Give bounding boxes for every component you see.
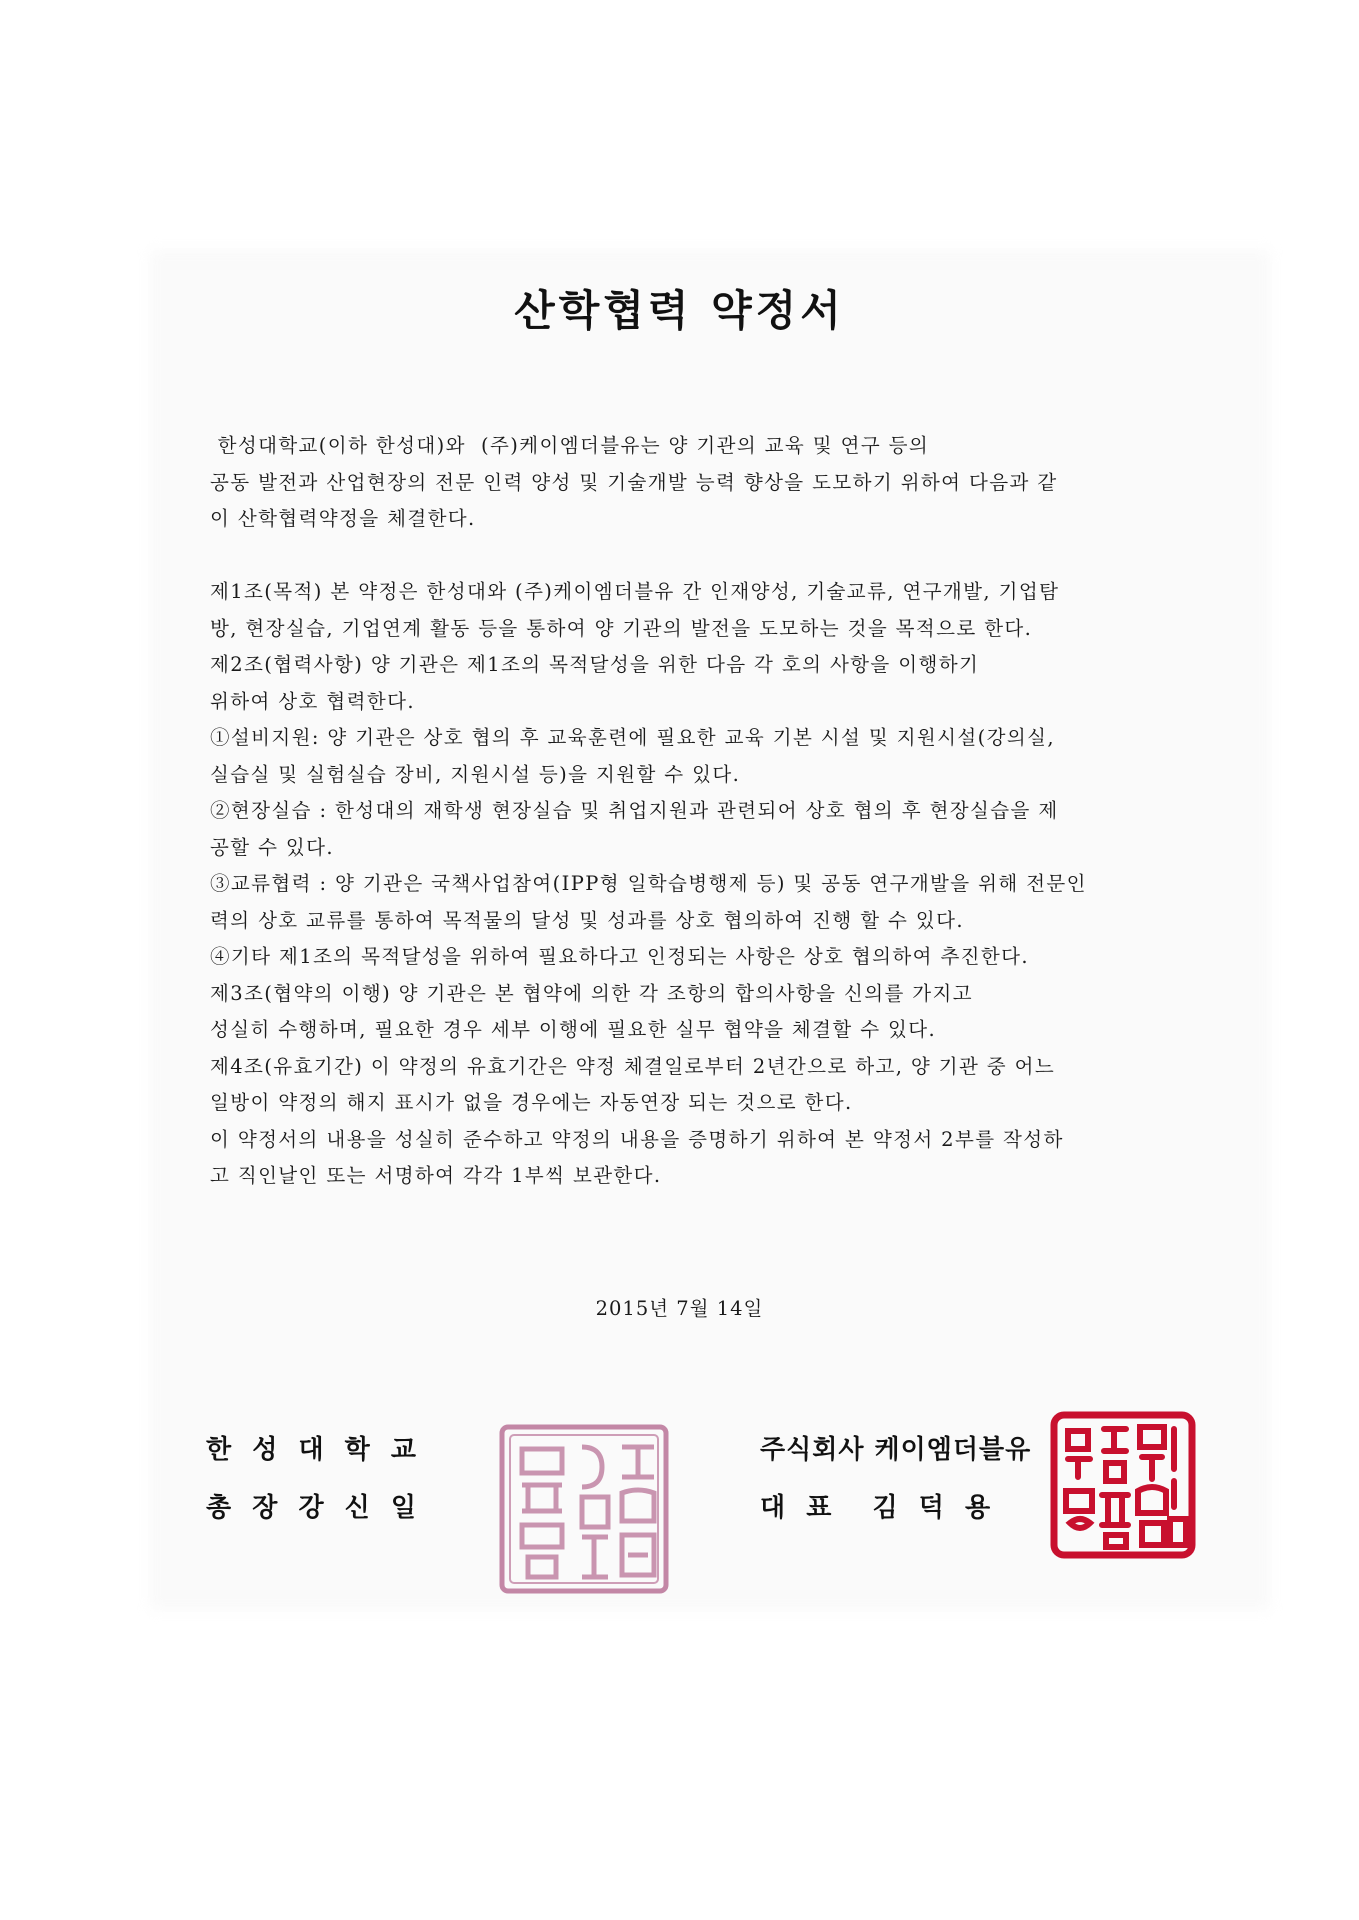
- article-line: 제1조(목적) 본 약정은 한성대와 (주)케이엠더블유 간 인재양성, 기술교류, 연구개발, 기업탐: [210, 580, 1060, 603]
- article-line: 이 약정서의 내용을 성실히 준수하고 약정의 내용을 증명하기 위하여 본 약정서 2부를 작성하: [210, 1127, 1064, 1151]
- article-line: 성실히 수행하며, 필요한 경우 세부 이행에 필요한 실무 협약을 체결할 수 있다.: [210, 1018, 937, 1041]
- article-line: 실습실 및 실험실습 장비, 지원시설 등)을 지원할 수 있다.: [210, 762, 741, 786]
- article-line: 방, 현장실습, 기업연계 활동 등을 통하여 양 기관의 발전을 도모하는 것을 목적으로 한다.: [210, 616, 1033, 640]
- article-line: 제4조(유효기간) 이 약정의 유효기간은 약정 체결일로부터 2년간으로 하고, 양 기관 중 어느: [210, 1054, 1056, 1078]
- article-line: ①설비지원: 양 기관은 상호 협의 후 교육훈련에 필요한 교육 기본 시설 및 지원시설(강의실,: [210, 726, 1055, 749]
- article-line: 제3조(협약의 이행) 양 기관은 본 협약에 의한 각 조항의 합의사항을 신의를 가지고: [210, 981, 973, 1005]
- intro-line: 한성대학교(이하 한성대)와 (주)케이엠더블유는 양 기관의 교육 및 연구 등의: [210, 434, 930, 457]
- article-line: 력의 상호 교류를 통하여 목적물의 달성 및 성과를 상호 협의하여 진행 할 수 있다.: [210, 908, 964, 932]
- intro-line: 공동 발전과 산업현장의 전문 인력 양성 및 기술개발 능력 향상을 도모하기 위하여 다음과 같: [210, 470, 1058, 494]
- intro-line: 이 산학협력약정을 체결한다.: [210, 507, 476, 530]
- company-seal: [1050, 1411, 1196, 1559]
- document-title: 산학협력 약정서: [514, 286, 845, 335]
- article-line: ②현장실습 : 한성대의 재학생 현장실습 및 취업지원과 관련되어 상호 협의 후 현장실습을 제: [210, 799, 1059, 822]
- article-line: ③교류협력 : 양 기관은 국책사업참여(IPP형 일학습병행제 등) 및 공동 연구개발을 위해 전문인: [210, 872, 1087, 895]
- company-representative: 대 표 김 덕 용: [760, 1493, 992, 1523]
- article-line: 제2조(협력사항) 양 기관은 제1조의 목적달성을 위한 다음 각 호의 사항을 이행하기: [210, 653, 980, 676]
- document-body: [210, 428, 1160, 1195]
- article-line: 공할 수 있다.: [210, 835, 334, 859]
- university-name: 한 성 대 학 교: [206, 1435, 417, 1465]
- agreement-date: 2015년 7월 14일: [595, 1297, 764, 1320]
- university-representative: 총 장 강 신 일: [206, 1493, 417, 1523]
- article-line: 일방이 약정의 해지 표시가 없을 경우에는 자동연장 되는 것으로 한다.: [210, 1091, 853, 1114]
- article-line: ④기타 제1조의 목적달성을 위하여 필요하다고 인정되는 사항은 상호 협의하여 추진한다.: [210, 945, 1029, 968]
- article-line: 위하여 상호 협력한다.: [210, 689, 415, 713]
- article-line: 고 직인날인 또는 서명하여 각각 1부씩 보관한다.: [210, 1164, 662, 1187]
- university-seal: [498, 1423, 670, 1595]
- company-name: 주식회사 케이엠더블유: [760, 1435, 1032, 1465]
- paragraph-gap: [210, 538, 1160, 575]
